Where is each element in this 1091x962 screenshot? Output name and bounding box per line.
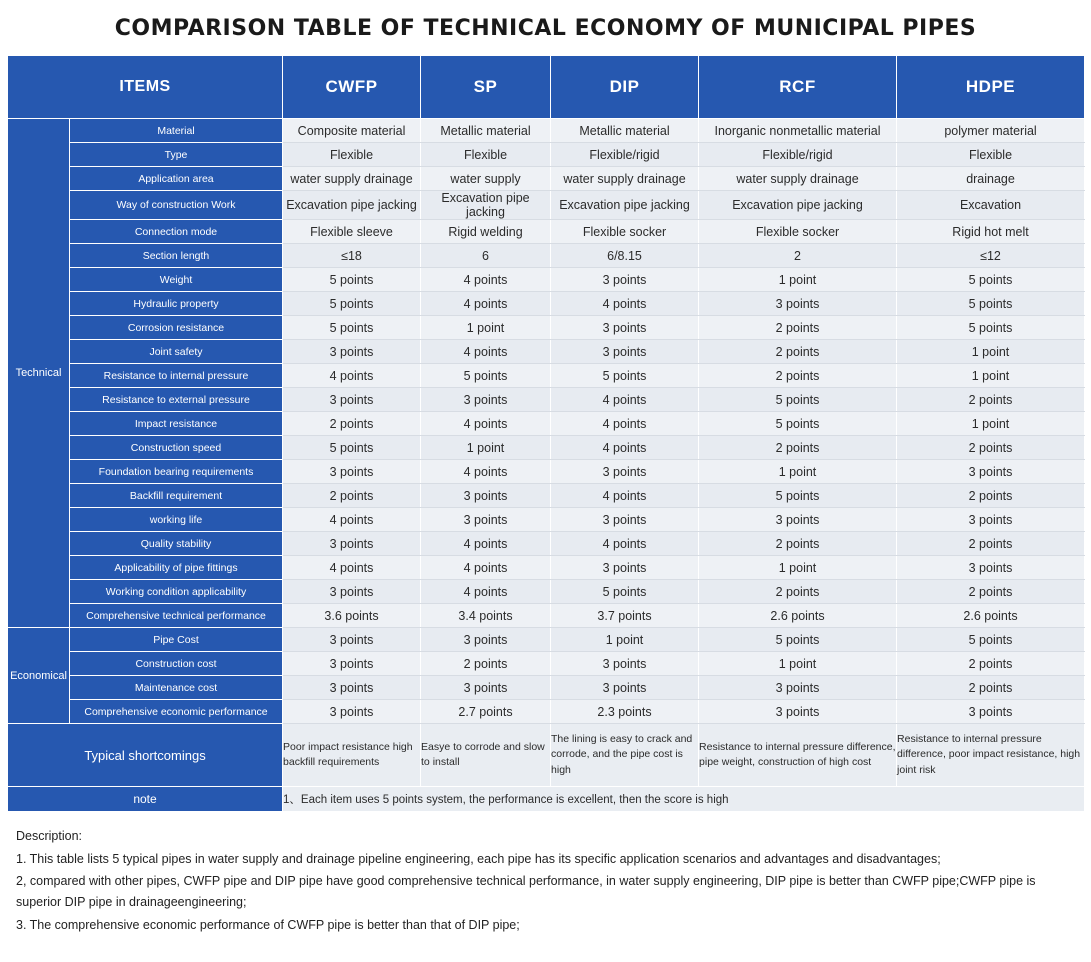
row-label: Construction speed xyxy=(70,436,283,460)
table-cell: Excavation xyxy=(897,191,1085,220)
table-cell: Flexible xyxy=(421,143,551,167)
table-cell: 3 points xyxy=(551,556,699,580)
table-cell: Inorganic nonmetallic material xyxy=(699,119,897,143)
row-label: Application area xyxy=(70,167,283,191)
table-cell: 3.7 points xyxy=(551,604,699,628)
table-cell: Rigid hot melt xyxy=(897,220,1085,244)
shortcomings-cell: Easye to corrode and slow to install xyxy=(421,724,551,787)
table-cell: 3 points xyxy=(551,340,699,364)
table-cell: 3 points xyxy=(897,460,1085,484)
description-line-2: 2, compared with other pipes, CWFP pipe and DIP pipe have good comprehensive technical performance, in water supply engineering, DIP pipe is better than CWFP pipe;CWFP pipe is superior DIP pipe in drainageengineering; xyxy=(16,874,1036,909)
table-cell: 3 points xyxy=(551,268,699,292)
table-cell: 5 points xyxy=(897,316,1085,340)
description-block xyxy=(16,826,1075,935)
table-cell: 5 points xyxy=(283,268,421,292)
table-cell: Metallic material xyxy=(421,119,551,143)
table-cell: 6 xyxy=(421,244,551,268)
table-cell: water supply drainage xyxy=(551,167,699,191)
table-cell: 4 points xyxy=(421,268,551,292)
shortcomings-cell: Poor impact resistance high backfill requirements xyxy=(283,724,421,787)
table-cell: 2 points xyxy=(699,316,897,340)
table-cell: 3 points xyxy=(897,556,1085,580)
table-cell: 4 points xyxy=(551,388,699,412)
shortcomings-row xyxy=(8,724,1085,787)
table-row xyxy=(8,220,1085,244)
table-cell: 3 points xyxy=(551,676,699,700)
row-label: Construction cost xyxy=(70,652,283,676)
shortcomings-cell: Resistance to internal pressure difference, pipe weight, construction of high cost xyxy=(699,724,897,787)
table-cell: 5 points xyxy=(551,580,699,604)
header-col-rcf: RCF xyxy=(699,56,897,119)
table-row xyxy=(8,436,1085,460)
table-cell: 5 points xyxy=(897,268,1085,292)
table-row xyxy=(8,508,1085,532)
table-row xyxy=(8,364,1085,388)
table-cell: 4 points xyxy=(551,436,699,460)
header-col-sp: SP xyxy=(421,56,551,119)
table-cell: 3 points xyxy=(283,460,421,484)
table-cell: 3 points xyxy=(421,676,551,700)
table-cell: 1 point xyxy=(699,268,897,292)
table-cell: 4 points xyxy=(283,364,421,388)
table-cell: 2 points xyxy=(897,436,1085,460)
table-cell: 5 points xyxy=(283,292,421,316)
table-cell: 3 points xyxy=(897,508,1085,532)
table-row xyxy=(8,268,1085,292)
shortcomings-cell: Resistance to internal pressure difference, poor impact resistance, high joint risk xyxy=(897,724,1085,787)
page-title: COMPARISON TABLE OF TECHNICAL ECONOMY OF MUNICIPAL PIPES xyxy=(114,16,977,41)
table-row xyxy=(8,676,1085,700)
table-cell: 2 points xyxy=(699,532,897,556)
row-label: Material xyxy=(70,119,283,143)
table-cell: 3 points xyxy=(551,652,699,676)
table-cell: 3 points xyxy=(897,700,1085,724)
table-cell: 5 points xyxy=(421,364,551,388)
row-label: Comprehensive economic performance xyxy=(70,700,283,724)
row-label: Maintenance cost xyxy=(70,676,283,700)
row-label: Applicability of pipe fittings xyxy=(70,556,283,580)
row-label: Connection mode xyxy=(70,220,283,244)
description-heading: Description: xyxy=(16,829,82,843)
row-label: Way of construction Work xyxy=(70,191,283,220)
table-row xyxy=(8,532,1085,556)
table-row xyxy=(8,652,1085,676)
table-cell: 4 points xyxy=(283,508,421,532)
row-label: Working condition applicability xyxy=(70,580,283,604)
table-cell: Excavation pipe jacking xyxy=(283,191,421,220)
table-cell: 4 points xyxy=(421,412,551,436)
table-row xyxy=(8,143,1085,167)
table-cell: 1 point xyxy=(897,340,1085,364)
row-label: Type xyxy=(70,143,283,167)
table-cell: 3 points xyxy=(283,628,421,652)
table-cell: ≤12 xyxy=(897,244,1085,268)
table-cell: 1 point xyxy=(897,412,1085,436)
table-cell: 3 points xyxy=(283,676,421,700)
table-cell: 3 points xyxy=(283,652,421,676)
table-cell: 4 points xyxy=(421,532,551,556)
header-items: ITEMS xyxy=(8,56,283,119)
table-cell: 4 points xyxy=(551,412,699,436)
table-cell: 5 points xyxy=(897,628,1085,652)
table-row xyxy=(8,460,1085,484)
table-row xyxy=(8,316,1085,340)
table-cell: 3.4 points xyxy=(421,604,551,628)
table-cell: 2.6 points xyxy=(699,604,897,628)
table-cell: water supply xyxy=(421,167,551,191)
table-cell: Flexible/rigid xyxy=(551,143,699,167)
header-col-dip: DIP xyxy=(551,56,699,119)
row-label: Corrosion resistance xyxy=(70,316,283,340)
table-cell: 1 point xyxy=(897,364,1085,388)
table-cell: 3 points xyxy=(699,292,897,316)
row-label: Quality stability xyxy=(70,532,283,556)
table-cell: 4 points xyxy=(421,556,551,580)
table-row xyxy=(8,412,1085,436)
table-cell: 4 points xyxy=(421,292,551,316)
description-line-3: 3. The comprehensive economic performance of CWFP pipe is better than that of DIP pipe; xyxy=(16,917,520,932)
note-text: 1、Each item uses 5 points system, the performance is excellent, then the score is high xyxy=(283,787,1085,812)
table-cell: 5 points xyxy=(551,364,699,388)
row-label: Resistance to external pressure xyxy=(70,388,283,412)
table-cell: 5 points xyxy=(699,628,897,652)
table-cell: 3 points xyxy=(699,508,897,532)
table-cell: 2.6 points xyxy=(897,604,1085,628)
table-cell: 3 points xyxy=(283,388,421,412)
table-cell: Flexible xyxy=(897,143,1085,167)
row-label: Resistance to internal pressure xyxy=(70,364,283,388)
table-cell: 3 points xyxy=(551,508,699,532)
table-body xyxy=(8,56,1085,812)
table-cell: 4 points xyxy=(551,532,699,556)
table-cell: 3 points xyxy=(283,532,421,556)
table-cell: ≤18 xyxy=(283,244,421,268)
table-row xyxy=(8,119,1085,143)
table-cell: 6/8.15 xyxy=(551,244,699,268)
category-technical: Technical xyxy=(8,119,70,628)
table-cell: Flexible socker xyxy=(699,220,897,244)
row-label: Hydraulic property xyxy=(70,292,283,316)
table-row xyxy=(8,604,1085,628)
category-economical: Economical xyxy=(8,628,70,724)
table-cell: Flexible/rigid xyxy=(699,143,897,167)
table-cell: 1 point xyxy=(551,628,699,652)
note-label: note xyxy=(8,787,283,812)
table-row xyxy=(8,191,1085,220)
row-label: Impact resistance xyxy=(70,412,283,436)
row-label: Backfill requirement xyxy=(70,484,283,508)
table-cell: 2 points xyxy=(421,652,551,676)
table-cell: 2 points xyxy=(897,652,1085,676)
row-label: Foundation bearing requirements xyxy=(70,460,283,484)
table-cell: 3 points xyxy=(551,316,699,340)
table-cell: Flexible sleeve xyxy=(283,220,421,244)
table-cell: 4 points xyxy=(551,292,699,316)
row-label: Section length xyxy=(70,244,283,268)
table-row xyxy=(8,388,1085,412)
header-col-hdpe: HDPE xyxy=(897,56,1085,119)
table-cell: 1 point xyxy=(699,556,897,580)
table-row xyxy=(8,580,1085,604)
table-cell: 3 points xyxy=(283,580,421,604)
table-cell: 3 points xyxy=(421,484,551,508)
table-cell: Flexible socker xyxy=(551,220,699,244)
table-cell: Metallic material xyxy=(551,119,699,143)
note-row xyxy=(8,787,1085,812)
table-cell: Excavation pipe jacking xyxy=(699,191,897,220)
table-cell: 3 points xyxy=(699,676,897,700)
row-label: working life xyxy=(70,508,283,532)
table-cell: 4 points xyxy=(421,340,551,364)
table-header-row xyxy=(8,56,1085,119)
table-cell: 3 points xyxy=(283,340,421,364)
table-row xyxy=(8,340,1085,364)
table-row xyxy=(8,556,1085,580)
table-cell: Composite material xyxy=(283,119,421,143)
comparison-table xyxy=(7,55,1085,812)
table-cell: 3 points xyxy=(421,508,551,532)
table-cell: 4 points xyxy=(421,460,551,484)
table-cell: Flexible xyxy=(283,143,421,167)
table-row xyxy=(8,484,1085,508)
row-label: Comprehensive technical performance xyxy=(70,604,283,628)
table-cell: 2 points xyxy=(897,676,1085,700)
table-cell: 3 points xyxy=(551,460,699,484)
table-cell: 5 points xyxy=(699,484,897,508)
table-cell: 2 points xyxy=(699,436,897,460)
table-cell: 3 points xyxy=(283,700,421,724)
table-cell: 3.6 points xyxy=(283,604,421,628)
table-cell: 4 points xyxy=(283,556,421,580)
table-cell: Rigid welding xyxy=(421,220,551,244)
table-cell: 1 point xyxy=(699,460,897,484)
table-cell: 2 points xyxy=(897,484,1085,508)
table-cell: 2 points xyxy=(897,532,1085,556)
table-cell: 5 points xyxy=(699,388,897,412)
table-cell: polymer material xyxy=(897,119,1085,143)
shortcomings-label: Typical shortcomings xyxy=(8,724,283,787)
table-cell: 5 points xyxy=(283,316,421,340)
table-cell: water supply drainage xyxy=(699,167,897,191)
table-cell: 2.3 points xyxy=(551,700,699,724)
table-cell: 4 points xyxy=(421,580,551,604)
table-cell: 2 points xyxy=(699,364,897,388)
row-label: Weight xyxy=(70,268,283,292)
table-row xyxy=(8,628,1085,652)
table-row xyxy=(8,244,1085,268)
table-cell: Excavation pipe jacking xyxy=(551,191,699,220)
table-cell: 3 points xyxy=(421,388,551,412)
table-cell: 2 points xyxy=(699,340,897,364)
table-cell: 1 point xyxy=(699,652,897,676)
table-cell: 1 point xyxy=(421,436,551,460)
table-cell: 3 points xyxy=(699,700,897,724)
table-cell: 2 xyxy=(699,244,897,268)
table-cell: 5 points xyxy=(897,292,1085,316)
table-cell: drainage xyxy=(897,167,1085,191)
table-cell: 2 points xyxy=(699,580,897,604)
table-cell: Excavation pipe jacking xyxy=(421,191,551,220)
table-cell: water supply drainage xyxy=(283,167,421,191)
description-line-1: 1. This table lists 5 typical pipes in water supply and drainage pipeline engineering, each pipe has its specific application scenarios and advantages and disadvantages; xyxy=(16,851,941,866)
table-cell: 5 points xyxy=(283,436,421,460)
table-cell: 1 point xyxy=(421,316,551,340)
table-cell: 2 points xyxy=(283,412,421,436)
table-cell: 4 points xyxy=(551,484,699,508)
table-row xyxy=(8,292,1085,316)
table-row xyxy=(8,700,1085,724)
table-cell: 2 points xyxy=(897,580,1085,604)
table-cell: 5 points xyxy=(699,412,897,436)
table-cell: 2.7 points xyxy=(421,700,551,724)
table-cell: 3 points xyxy=(421,628,551,652)
row-label: Joint safety xyxy=(70,340,283,364)
shortcomings-cell: The lining is easy to crack and corrode, and the pipe cost is high xyxy=(551,724,699,787)
table-row xyxy=(8,167,1085,191)
table-cell: 2 points xyxy=(897,388,1085,412)
row-label: Pipe Cost xyxy=(70,628,283,652)
header-col-cwfp: CWFP xyxy=(283,56,421,119)
table-cell: 2 points xyxy=(283,484,421,508)
